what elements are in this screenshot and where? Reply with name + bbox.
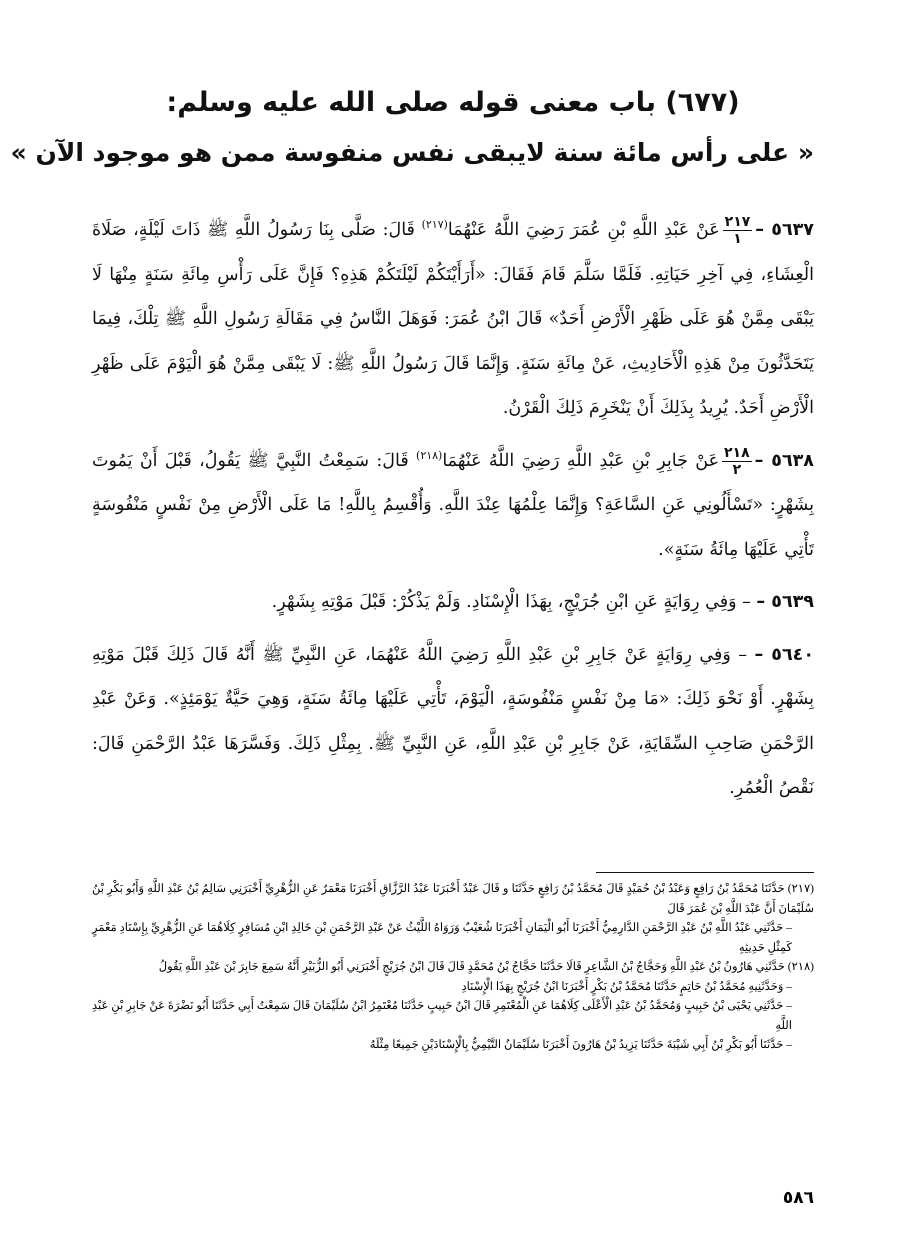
footnote-ref: (٢١٧) — [421, 218, 448, 232]
hadith-text-body: – وَفِي رِوَايَةٍ عَنِ ابْنِ جُرَيْجٍ، بِهَذَا الْإِسْنَادِ. وَلَمْ يَذْكُرْ: قَبْلَ مَوْتِهِ بِشَهْرٍ. — [271, 592, 757, 612]
chapter-title-line-1: (٦٧٧) باب معنى قوله صلى الله عليه وسلم: — [166, 87, 740, 118]
hadith-5638 — [92, 439, 814, 573]
footnote-ref: (٢١٨) — [416, 448, 443, 462]
sub-number-bottom: ١ — [733, 231, 742, 247]
hadith-number: ٥٦٤٠ – — [754, 644, 815, 665]
footnote-217: (٢١٧) حَدَّثَنَا مُحَمَّدُ بْنُ رَافِعٍ وَعَبْدُ بْنُ حُمَيْدٍ قَالَ مُحَمَّدُ بْنُ رَافِعٍ حَدَّثَنَا و قَالَ عَبْدٌ أَخْبَرَنَا عَبْدُ الرَّزَّاقِ أَخْبَرَنَا مَعْمَرٌ عَنِ الزُّهْرِيِّ أَخْبَرَنِي سَالِمُ بْنُ عَبْدِ اللَّهِ وَأَبُو بَكْرِ بْنُ سُلَيْمَانَ أَنَّ عَبْدَ اللَّهِ بْنَ عُمَرَ قَالَ — [92, 883, 814, 915]
hadith-number: ٥٦٣٧ – — [755, 220, 814, 240]
footnote-218: (٢١٨) حَدَّثَنِي هَارُونُ بْنُ عَبْدِ اللَّهِ وَحَجَّاجُ بْنُ الشَّاعِرِ قَالَا حَدَّثَنَا حَجَّاجُ بْنُ مُحَمَّدٍ قَالَ قَالَ ابْنُ جُرَيْجٍ أَخْبَرَنِي أَبُو الزُّبَيْرِ أَنَّهُ سَمِعَ جَابِرَ بْنَ عَبْدِ اللَّهِ يَقُولُ — [158, 961, 814, 973]
footnote-218-chain-1: – وَحَدَّثَنِيهِ مُحَمَّدُ بْنُ حَاتِمٍ حَدَّثَنَا مُحَمَّدُ بْنُ بَكْرٍ أَخْبَرَنَا ابْنُ جُرَيْجٍ بِهَذَا الْإِسْنَادِ — [461, 980, 792, 993]
sub-number — [722, 446, 752, 477]
footnote-218-chain-2: – حَدَّثَنِي يَحْيَى بْنُ حَبِيبٍ وَمُحَمَّدُ بْنُ عَبْدِ الْأَعْلَى كِلَاهُمَا عَنِ الْمُعْتَمِرِ قَالَ ابْنُ حَبِيبٍ حَدَّثَنَا مُعْتَمِرُ ابْنُ سُلَيْمَانَ قَالَ سَمِعْتُ أَبِي حَدَّثَنَا أَبُو نَضْرَةَ عَنْ جَابِرِ بْنِ عَبْدِ اللَّهِ — [92, 1000, 792, 1032]
footnote-divider — [596, 872, 814, 873]
chapter-title-line-2: « على رأس مائة سنة لايبقى نفس منفوسة ممن هو موجود الآن » — [10, 138, 814, 167]
sub-number-bottom: ٢ — [732, 461, 742, 478]
chapter-heading — [10, 78, 814, 178]
hadith-5640 — [92, 633, 814, 811]
hadith-text-narrator: عَنْ عَبْدِ اللَّهِ بْنِ عُمَرَ رَضِيَ اللَّهُ عَنْهُمَا — [447, 220, 720, 240]
hadith-text-body: – وَفِي رِوَايَةٍ عَنْ جَابِرِ بْنِ عَبْدِ اللَّهِ رَضِيَ اللَّهُ عَنْهُمَا، عَنِ النَّبِيِّ ﷺ أَنَّهُ قَالَ ذَلِكَ قَبْلَ مَوْتِهِ بِشَهْرٍ. أَوْ نَحْوَ ذَلِكَ: «مَا مِنْ نَفْسٍ مَنْفُوسَةٍ، الْيَوْمَ، تَأْتِي عَلَيْهَا مِائَةُ سَنَةٍ، وَهِيَ حَيَّةٌ يَوْمَئِذٍ». وَعَنْ عَبْدِ الرَّحْمَنِ صَاحِبِ السِّقَايَةِ، عَنْ جَابِرِ بْنِ عَبْدِ اللَّهِ، عَنِ النَّبِيِّ ﷺ. بِمِثْلِ ذَلِكَ. وَفَسَّرَهَا عَبْدُ الرَّحْمَنِ قَالَ: نَقْصُ الْعُمُرِ. — [92, 644, 814, 798]
sub-number-top: ٢١٧ — [724, 214, 751, 230]
hadith-text-body: قَالَ: صَلَّى بِنَا رَسُولُ اللَّهِ ﷺ ذَاتَ لَيْلَةٍ، صَلَاةَ الْعِشَاءِ، فِي آخِرِ حَيَاتِهِ. فَلَمَّا سَلَّمَ قَامَ فَقَالَ: «أَرَأَيْتَكُمْ لَيْلَتَكُمْ هَذِهِ؟ فَإِنَّ عَلَى رَأْسِ مِائَةِ سَنَةٍ مِنْهَا لَا يَبْقَى مِمَّنْ هُوَ عَلَى ظَهْرِ الْأَرْضِ أَحَدٌ» قَالَ ابْنُ عُمَرَ: فَوَهَلَ النَّاسُ فِي مَقَالَةِ رَسُولِ اللَّهِ ﷺ تِلْكَ، فِيمَا يَتَحَدَّثُونَ مِنْ هَذِهِ الْأَحَادِيثِ، عَنْ مِائَةِ سَنَةٍ. وَإِنَّمَا قَالَ رَسُولُ اللَّهِ ﷺ: لَا يَبْقَى مِمَّنْ هُوَ الْيَوْمَ عَلَى ظَهْرِ الْأَرْضِ أَحَدٌ. يُرِيدُ بِذَلِكَ أَنْ يَنْخَرِمَ ذَلِكَ الْقَرْنُ. — [92, 220, 814, 418]
hadith-text-narrator: عَنْ جَابِرِ بْنِ عَبْدِ اللَّهِ رَضِيَ اللَّهُ عَنْهُمَا — [442, 450, 720, 471]
page-number: ٥٨٦ — [782, 1188, 814, 1208]
sub-number-top: ٢١٨ — [724, 444, 750, 461]
footnote-218-chain-3: – حَدَّثَنَا أَبُو بَكْرِ بْنُ أَبِي شَيْبَةَ حَدَّثَنَا يَزِيدُ بْنُ هَارُونَ أَخْبَرَنَا سُلَيْمَانُ التَّيْمِيُّ بِالْإِسْنَادَيْنِ جَمِيعًا مِثْلَهُ — [369, 1039, 792, 1051]
hadith-number: ٥٦٣٨ – — [754, 450, 814, 471]
hadith-text-body: قَالَ: سَمِعْتُ النَّبِيَّ ﷺ يَقُولُ، قَبْلَ أَنْ يَمُوتَ بِشَهْرٍ: «تَسْأَلُونِي عَنِ السَّاعَةِ؟ وَإِنَّمَا عِلْمُهَا عِنْدَ اللَّهِ. وَأُقْسِمُ بِاللَّهِ! مَا عَلَى الْأَرْضِ مِنْ نَفْسٍ مَنْفُوسَةٍ تَأْتِي عَلَيْهَا مِائَةُ سَنَةٍ». — [92, 450, 814, 560]
footnotes — [92, 880, 814, 1056]
sub-number — [723, 215, 753, 246]
hadith-5639 — [92, 580, 814, 625]
hadith-number: ٥٦٣٩ – — [756, 592, 814, 612]
footnote-217-chain: – حَدَّثَنِي عَبْدُ اللَّهِ بْنُ عَبْدِ الرَّحْمَنِ الدَّارِمِيُّ أَخْبَرَنَا أَبُو الْيَمَانِ أَخْبَرَنَا شُعَيْبٌ وَرَوَاهُ اللَّيْثُ عَنْ عَبْدِ الرَّحْمَنِ بْنِ خَالِدِ ابْنِ مُسَافِرٍ كِلَاهُمَا عَنِ الزُّهْرِيِّ بِإِسْنَادِ مَعْمَرٍ كَمِثْلِ حَدِيثِهِ — [92, 922, 792, 954]
hadith-5637 — [92, 208, 814, 431]
